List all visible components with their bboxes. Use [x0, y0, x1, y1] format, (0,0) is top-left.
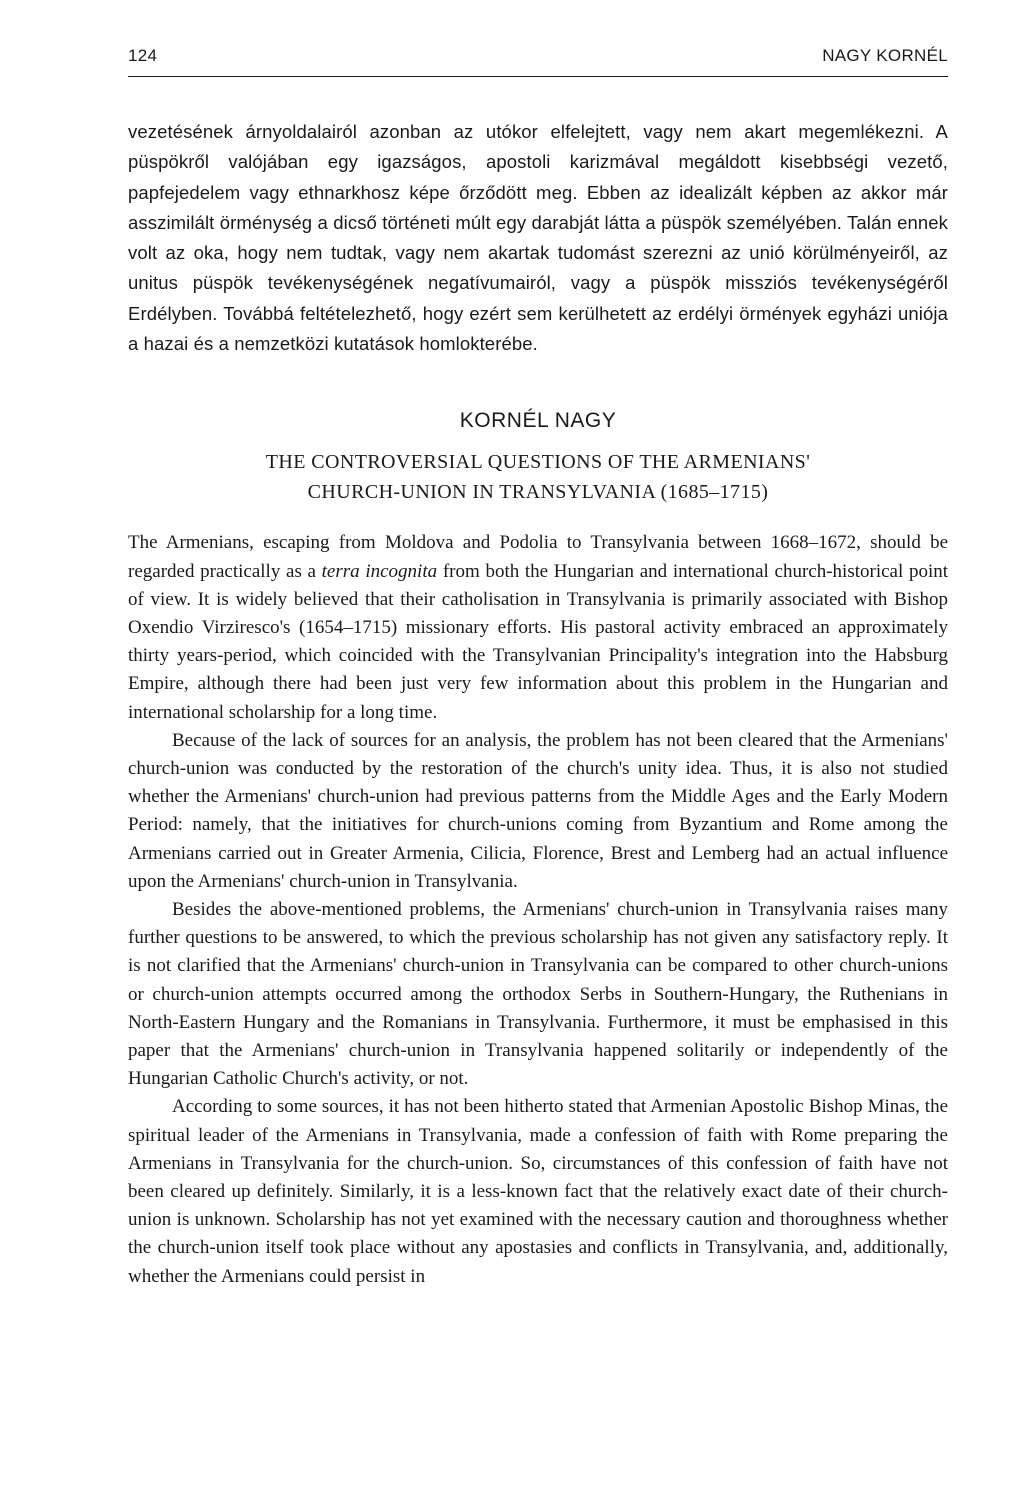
- abstract-paragraph-3: Besides the above-mentioned problems, the Armenians' church-union in Transylvania raises many further questions to be answered, to which the previous scholarship has not given any satisfactory reply. It is not clarified that the Armenians' church-union in Transylvania can be compared to other church-unions or church-union attempts occurred among the orthodox Serbs in Southern-Hungary, the Ruthenians in North-Eastern Hungary and the Romanians in Transylvania. Furthermore, it must be emphasised in this paper that the Armenians' church-union in Transylvania happened solitarily or independently of the Hungarian Catholic Church's activity, or not.: [128, 899, 948, 1090]
- abstract-paragraph-1: [128, 529, 948, 726]
- running-header: [128, 46, 948, 77]
- abstract-title-line-1: THE CONTROVERSIAL QUESTIONS OF THE ARMENIANS': [265, 451, 811, 474]
- abstract-paragraph-4: According to some sources, it has not been hitherto stated that Armenian Apostolic Bishop Minas, the spiritual leader of the Armenians in Transylvania, made a confession of faith with Rome preparing the Armenians in Transylvania for the church-union. So, circumstances of this confession of faith have not been cleared up definitely. Similarly, it is a less-known fact that the relatively exact date of their church-union is unknown. Scholarship has not yet examined with the necessary caution and thoroughness whether the church-union itself took place without any apostasies and conflicts in Transylvania, and, additionally, whether the Armenians could persist in: [128, 1096, 948, 1287]
- hungarian-paragraph: vezetésének árnyoldalairól azonban az utókor elfelejtett, vagy nem akart megemlékezni. A püspökről valójában egy igazságos, apostoli karizmával megáldott kisebbségi vezető, papfejedelem vagy ethnarkhosz képe őrződött meg. Ebben az idealizált képben az akkor már asszimilált örménység a dicső történeti múlt egy darabját látta a püspök személyében. Talán ennek volt az oka, hogy nem tudtak, vagy nem akartak tudomást szerezni az unió körülményeiről, az unitus püspök tevékenységének negatívumairól, vagy a püspök missziós tevékenységéről Erdélyben. Továbbá feltételezhető, hogy ezért sem kerülhetett az erdélyi örmények egyházi uniója a hazai és a nemzetközi kutatások homlokterébe.: [128, 121, 948, 355]
- running-title: NAGY KORNÉL: [822, 46, 948, 65]
- abstract-title: [128, 447, 948, 507]
- abstract-author: KORNÉL NAGY: [459, 409, 617, 433]
- page-number: 124: [128, 46, 158, 65]
- abstract-paragraph-2: Because of the lack of sources for an analysis, the problem has not been cleared that the Armenians' church-union was conducted by the restoration of the church's unity idea. Thus, it is also not studied whether the Armenians' church-union had previous patterns from the Middle Ages and the Early Modern Period: namely, that the initiatives for church-unions coming from Byzantium and Rome among the Armenians carried out in Greater Armenia, Cilicia, Florence, Brest and Lemberg had an actual influence upon the Armenians' church-union in Transylvania.: [128, 729, 948, 892]
- abstract-p1-italic: terra incognita: [321, 560, 438, 582]
- abstract-body: [128, 529, 948, 1290]
- abstract-p1-text-a: The Armenians, escaping from Moldova and Podolia to Transylvania between 1668–1672, should be regarded practically as a: [128, 532, 948, 582]
- english-abstract: [128, 409, 948, 1290]
- abstract-title-line-2: CHURCH-UNION IN TRANSYLVANIA (1685–1715): [307, 481, 769, 504]
- abstract-p1-text-b: from both the Hungarian and international church-historical point of view. It is widely believed that their catholisation in Transylvania is primarily associated with Bishop Oxendio Virziresco's (1654–1715) missionary efforts. His pastoral activity embraced an approximately thirty years-period, which coincided with the Transylvanian Principality's integration into the Habsburg Empire, although there had been just very few information about this problem in the Hungarian and international scholarship for a long time.: [128, 560, 948, 723]
- document-page: [128, 46, 948, 1291]
